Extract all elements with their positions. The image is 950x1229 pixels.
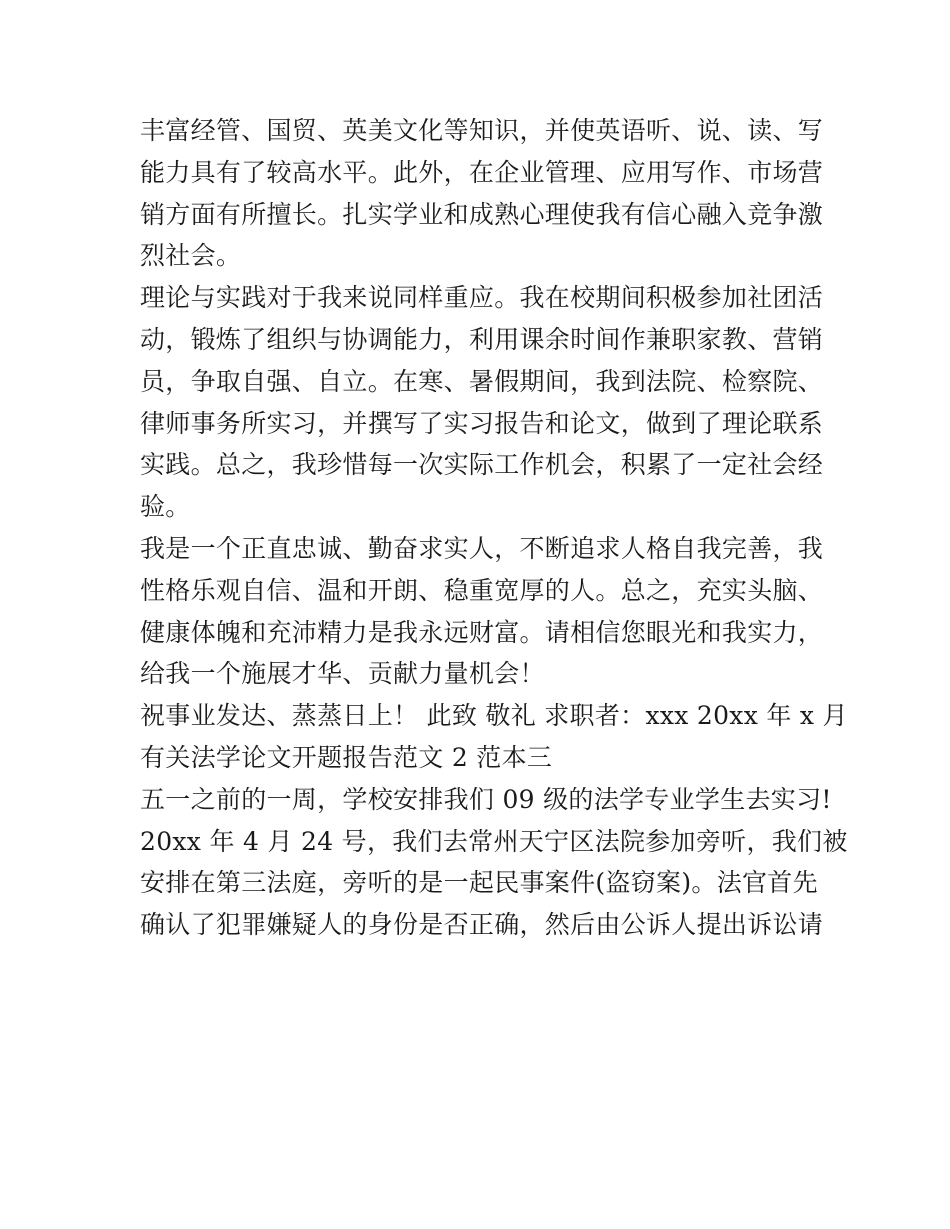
text-line: 给我一个施展才华、贡献力量机会！ xyxy=(140,659,545,689)
text-line: 能力具有了较高水平。此外，在企业管理、应用写作、市场营 xyxy=(140,157,824,187)
text-line: 安排在第三法庭，旁听的是一起民事案件(盗窃案)。法官首先 xyxy=(140,868,818,898)
text-line: 员，争取自强、自立。在寒、暑假期间，我到法院、检察院、 xyxy=(140,366,824,396)
text-line: 丰富经管、国贸、英美文化等知识，并使英语听、说、读、写 xyxy=(140,116,824,145)
text-line: 动，锻炼了组织与协调能力，利用课余时间作兼职家教、营销 xyxy=(140,324,824,354)
text-line: 祝事业发达、蒸蒸日上！ 此致 敬礼 求职者：xxx 20xx 年 x 月 xyxy=(140,701,848,731)
text-line: 烈社会。 xyxy=(140,241,242,271)
text-line: 我是一个正直忠诚、勤奋求实人，不断追求人格自我完善，我 xyxy=(140,533,824,563)
text-line: 性格乐观自信、温和开朗、稳重宽厚的人。总之，充实头脑、 xyxy=(140,575,824,605)
text-line: 健康体魄和充沛精力是我永远财富。请相信您眼光和我实力， xyxy=(140,617,824,647)
text-line: 律师事务所实习，并撰写了实习报告和论文，做到了理论联系 xyxy=(140,408,824,438)
text-line: 验。 xyxy=(140,492,191,522)
text-line: 理论与实践对于我来说同样重应。我在校期间积极参加社团活 xyxy=(140,283,824,313)
document-body xyxy=(140,110,848,946)
text-line: 销方面有所擅长。扎实学业和成熟心理使我有信心融入竞争激 xyxy=(140,199,824,229)
text-line: 五一之前的一周，学校安排我们 09 级的法学专业学生去实习! xyxy=(140,784,832,814)
text-line: 实践。总之，我珍惜每一次实际工作机会，积累了一定社会经 xyxy=(140,450,824,480)
section-heading: 有关法学论文开题报告范文 2 范本三 xyxy=(140,742,553,772)
text-line: 20xx 年 4 月 24 号，我们去常州天宁区法院参加旁听，我们被 xyxy=(140,826,848,856)
text-line: 确认了犯罪嫌疑人的身份是否正确，然后由公诉人提出诉讼请 xyxy=(140,910,824,940)
